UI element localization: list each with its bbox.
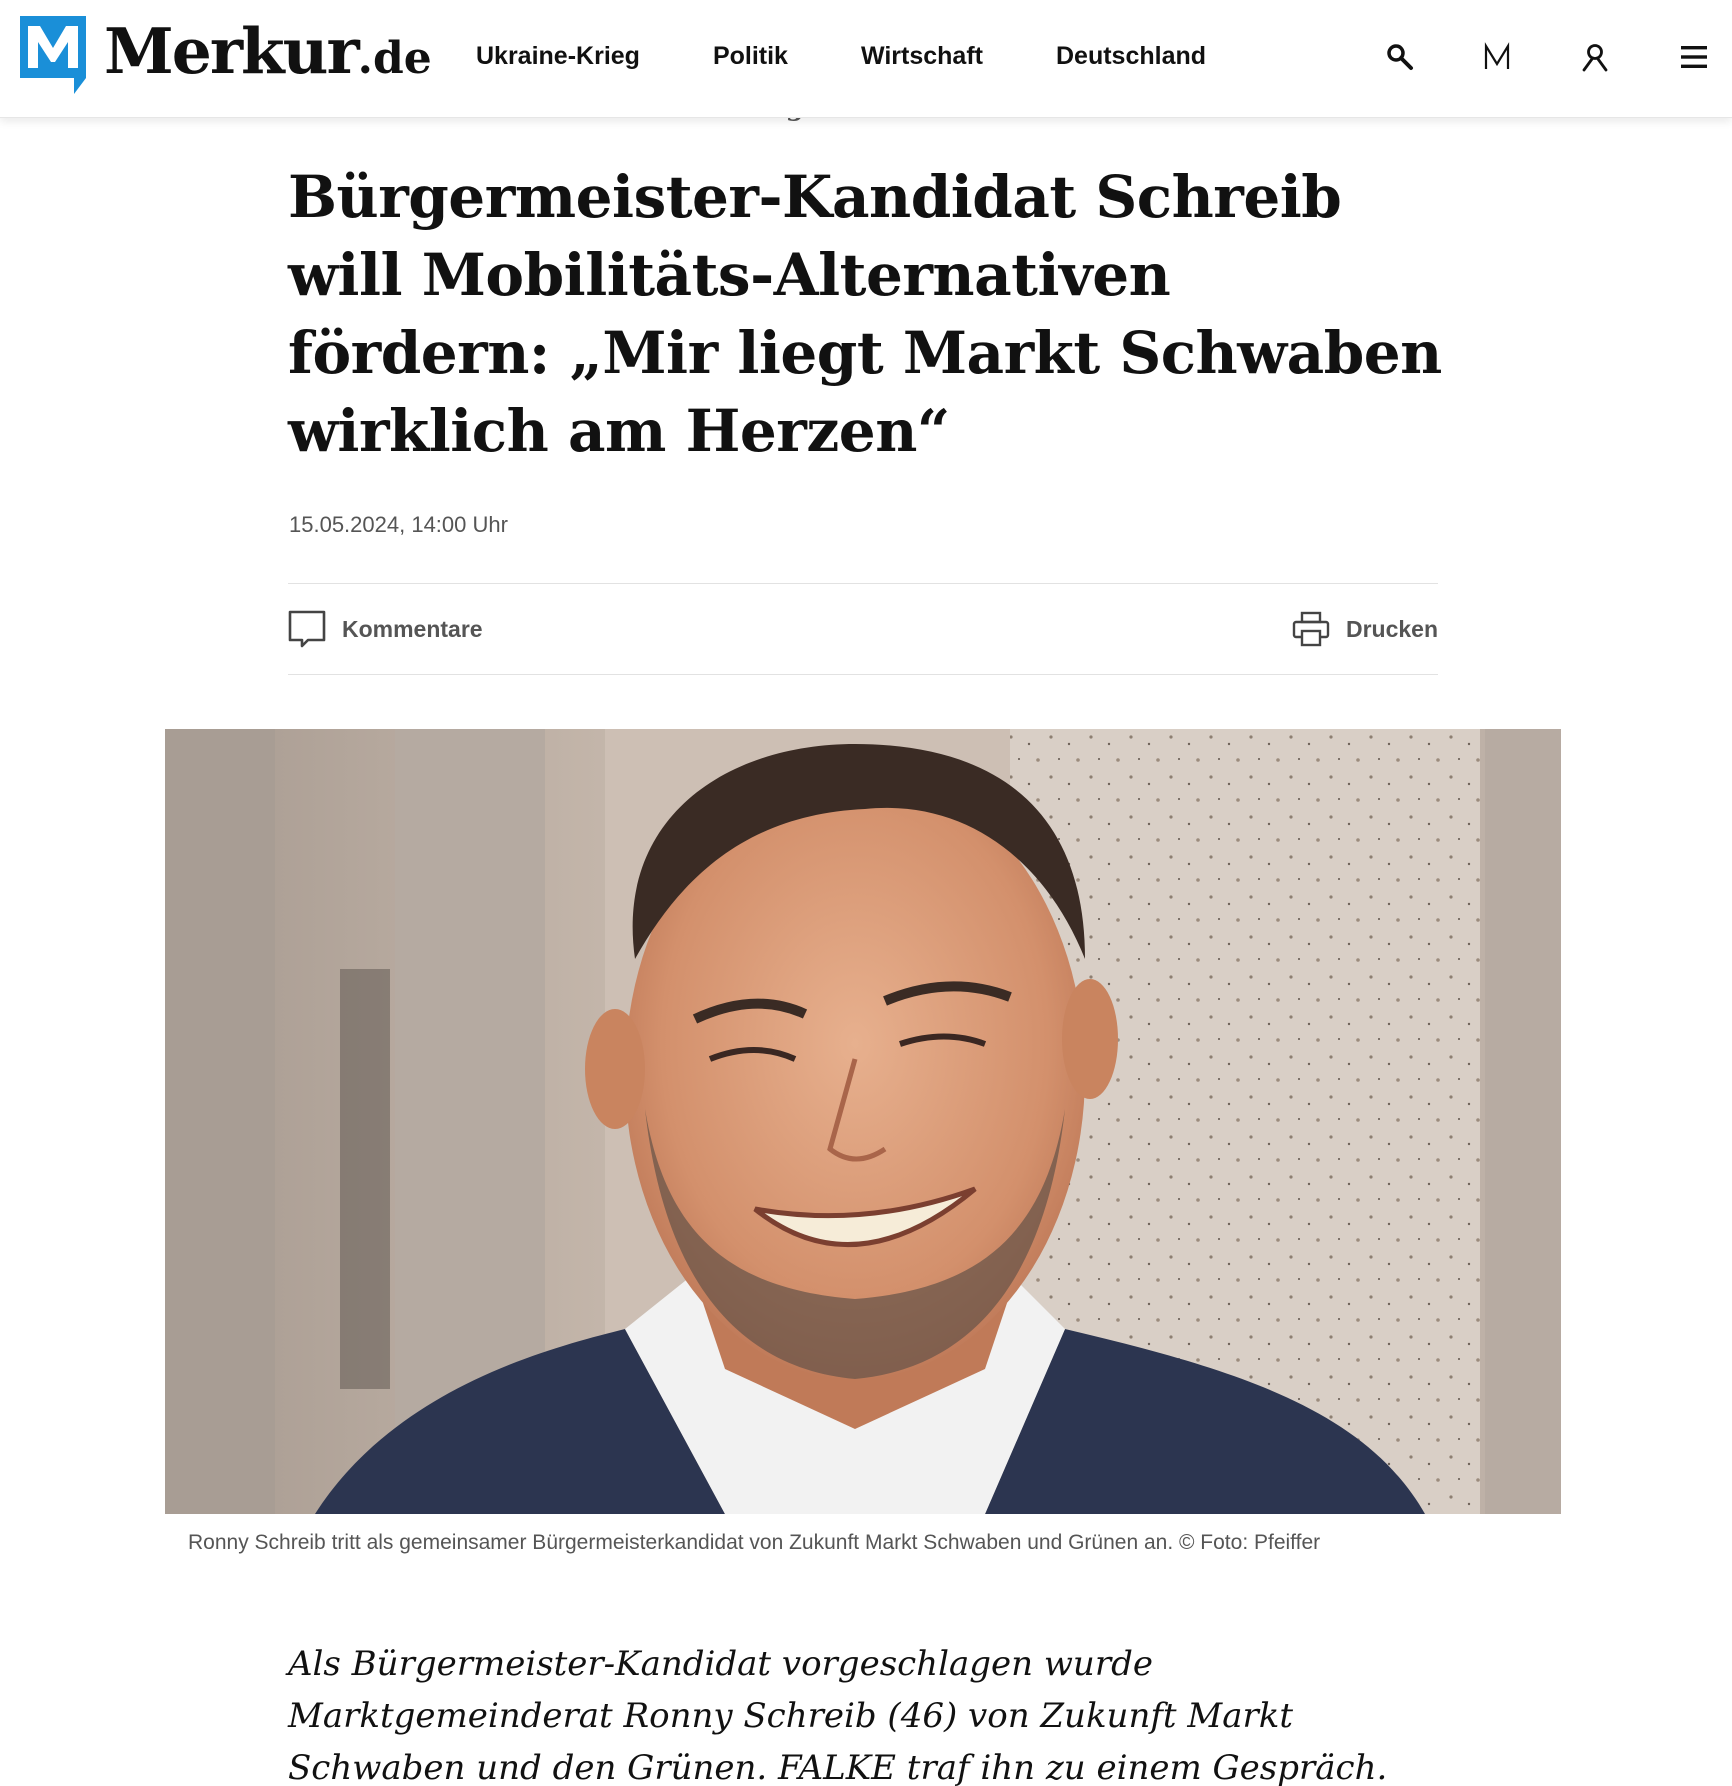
article-photo[interactable]	[165, 729, 1561, 1514]
site-logo[interactable]	[16, 12, 432, 102]
print-label: Drucken	[1345, 615, 1438, 642]
photo-caption: Ronny Schreib tritt als gemeinsamer Bürgermeisterkandidat von Zukunft Markt Schwaben und Grünen an. © Foto: Pfeiffer	[188, 1531, 1321, 1554]
nav-item-politik[interactable]: Politik	[712, 42, 788, 70]
main-nav	[476, 40, 1279, 72]
article-lead: Als Bürgermeister-Kandidat vorgeschlagen wurde Marktgemeinderat Ronny Schreib (46) von Zukunft Markt Schwaben und den Grünen. FALKE traf ihn zu einem Gespräch.	[288, 1644, 1388, 1786]
search-icon[interactable]	[1383, 40, 1417, 74]
nav-item-ukraine-krieg[interactable]: Ukraine-Krieg	[476, 42, 640, 70]
article-headline: Bürgermeister-Kandidat Schreib will Mobilitäts-Alternativen fördern: „Mir liegt Markt Schwaben wirklich am Herzen“	[288, 163, 1442, 465]
comments-button[interactable]	[288, 610, 483, 648]
nav-item-deutschland[interactable]: Deutschland	[1055, 42, 1207, 70]
nav-item-wirtschaft[interactable]: Wirtschaft	[860, 42, 983, 70]
article-toolbar	[288, 583, 1438, 675]
logo-wordmark: Merkur.de	[104, 14, 432, 88]
site-header	[0, 0, 1732, 118]
merkur-logo-icon	[16, 12, 90, 98]
article-date: 15.05.2024, 14:00 Uhr	[289, 512, 508, 537]
m-icon[interactable]	[1480, 40, 1514, 74]
printer-icon	[1292, 610, 1330, 648]
print-button[interactable]	[1292, 610, 1438, 648]
portrait-image	[165, 729, 1561, 1514]
user-icon[interactable]	[1578, 40, 1612, 74]
comment-icon	[288, 610, 326, 648]
menu-icon[interactable]	[1677, 40, 1711, 74]
comments-label: Kommentare	[342, 615, 483, 642]
